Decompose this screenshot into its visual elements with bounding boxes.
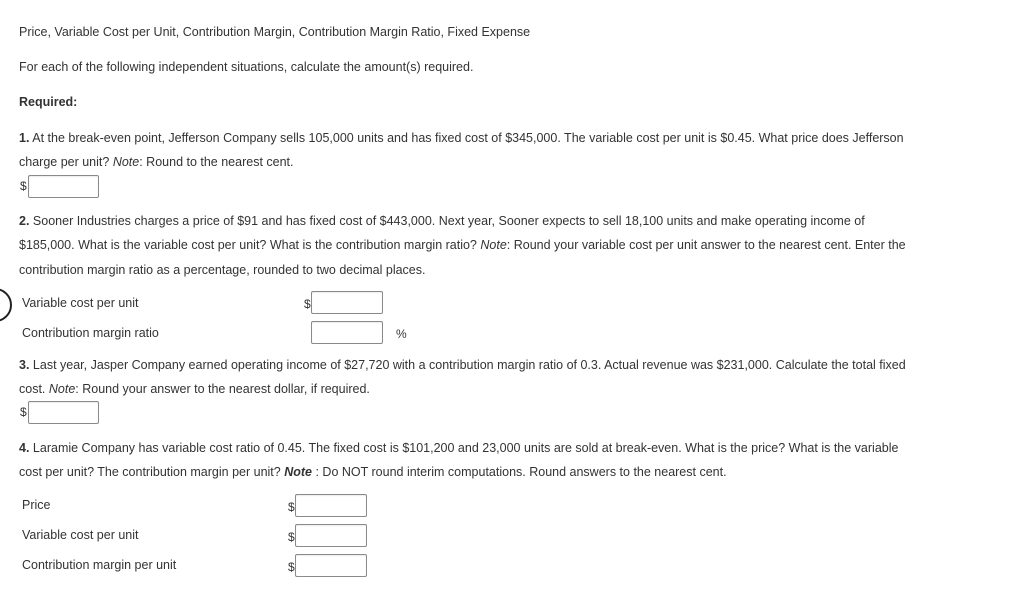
q3-number: 3. xyxy=(19,358,30,372)
q4-line1: 4. Laramie Company has variable cost ratio of 0.45. The fixed cost is $101,200 and 23,000 units are sold at break-even. What is the price? What is the variable xyxy=(19,441,899,455)
q4-row-variable-cost-currency: $ xyxy=(288,530,295,544)
q1-line1: 1. At the break-even point, Jefferson Company sells 105,000 units and has fixed cost of $345,000. The variable cost per unit is $0.45. What price does Jefferson xyxy=(19,131,904,145)
q2-row-variable-cost-label: Variable cost per unit xyxy=(22,296,139,310)
required-label: Required: xyxy=(19,95,78,109)
q2-line3: contribution margin ratio as a percentage, rounded to two decimal places. xyxy=(19,263,426,277)
q1-line2: charge per unit? Note: Round to the nearest cent. xyxy=(19,155,294,169)
q4-row-variable-cost-label: Variable cost per unit xyxy=(22,528,139,542)
instructions: For each of the following independent situations, calculate the amount(s) required. xyxy=(19,60,474,74)
page-title: Price, Variable Cost per Unit, Contribution Margin, Contribution Margin Ratio, Fixed Expense xyxy=(19,25,531,39)
q2-row-variable-cost-currency: $ xyxy=(304,297,311,311)
q1-currency: $ xyxy=(20,179,27,193)
q4-number: 4. xyxy=(19,441,30,455)
q2-percent-sign: % xyxy=(396,327,407,341)
q4-line2: cost per unit? The contribution margin per unit? Note : Do NOT round interim computations. Round answers to the nearest cent. xyxy=(19,465,727,479)
q4-row-cm-per-unit-currency: $ xyxy=(288,560,295,574)
q2-number: 2. xyxy=(19,214,30,228)
q4-price-input[interactable] xyxy=(295,494,367,517)
q1-answer-input[interactable] xyxy=(28,175,99,198)
q4-cm-per-unit-input[interactable] xyxy=(295,554,367,577)
q2-row-cm-ratio-label: Contribution margin ratio xyxy=(22,326,159,340)
q3-currency: $ xyxy=(20,405,27,419)
q4-row-price-currency: $ xyxy=(288,500,295,514)
q2-line1: 2. Sooner Industries charges a price of $91 and has fixed cost of $443,000. Next year, Sooner expects to sell 18,100 units and make operating income of xyxy=(19,214,865,228)
q2-line2: $185,000. What is the variable cost per unit? What is the contribution margin ratio? Note: Round your variable cost per unit answer to the nearest cent. Enter the xyxy=(19,238,906,252)
q3-line1: 3. Last year, Jasper Company earned operating income of $27,720 with a contribution margin ratio of 0.3. Actual revenue was $231,000. Calculate the total fixed xyxy=(19,358,906,372)
q2-cm-ratio-input[interactable] xyxy=(311,321,383,344)
q3-answer-input[interactable] xyxy=(28,401,99,424)
side-marker-arc xyxy=(0,288,12,322)
q4-variable-cost-input[interactable] xyxy=(295,524,367,547)
q4-row-cm-per-unit-label: Contribution margin per unit xyxy=(22,558,177,572)
q2-variable-cost-input[interactable] xyxy=(311,291,383,314)
q1-number: 1. xyxy=(19,131,30,145)
q3-line2: cost. Note: Round your answer to the nearest dollar, if required. xyxy=(19,382,370,396)
q4-row-price-label: Price xyxy=(22,498,51,512)
